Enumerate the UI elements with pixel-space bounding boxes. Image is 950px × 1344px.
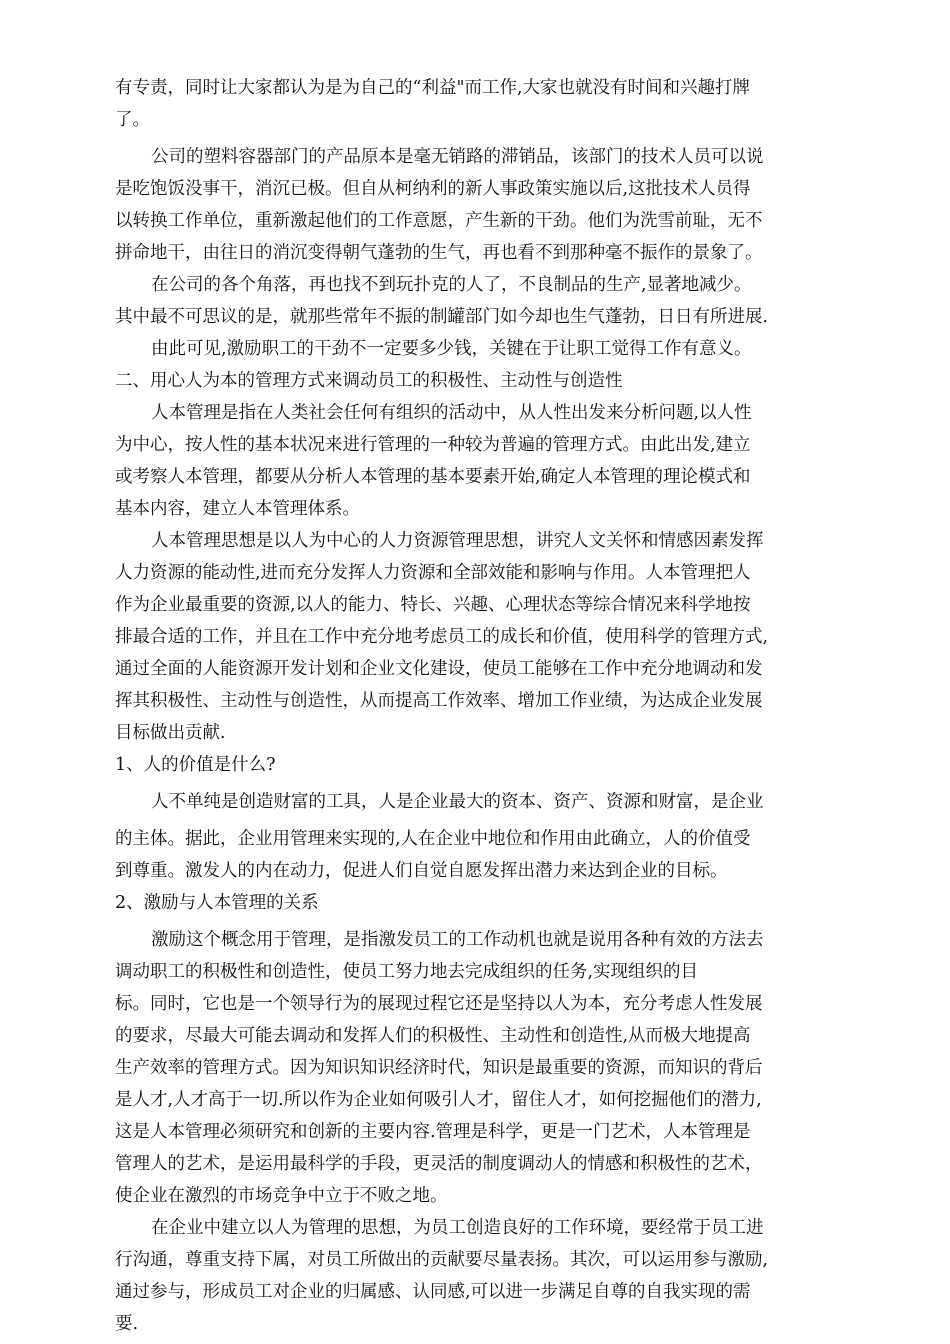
text-line: 是吃饱饭没事干，消沉已极。但自从柯纳利的新人事政策实施以后,这批技术人员得	[115, 179, 751, 199]
text-line: 使企业在激烈的市场竞争中立于不败之地。	[115, 1186, 448, 1206]
text-line: 了。	[115, 110, 150, 130]
text-line: 挥其积极性、主动性与创造性，从而提高工作效率、增加工作业绩，为达成企业发展	[115, 691, 763, 711]
text-line: 基本内容，建立人本管理体系。	[115, 499, 360, 519]
text-line: 标。同时，它也是一个领导行为的展现过程它还是坚持以人为本，充分考虑人性发展	[115, 994, 763, 1014]
text-line: 作为企业最重要的资源,以人的能力、特长、兴趣、心理状态等综合情况来科学地按	[115, 595, 751, 615]
text-line: 到尊重。激发人的内在动力，促进人们自觉自愿发挥出潜力来达到企业的目标。	[115, 861, 728, 881]
text-line: 1、人的价值是什么?	[115, 755, 276, 775]
text-line: 目标做出贡献.	[115, 723, 226, 743]
text-line: 调动职工的积极性和创造性，使员工努力地去完成组织的任务,实现组织的目	[115, 962, 699, 982]
text-line: 人本管理思想是以人为中心的人力资源管理思想，讲究人文关怀和情感因素发挥	[151, 531, 764, 551]
text-line: 是人才,人才高于一切.所以作为企业如何吸引人才，留住人才，如何挖掘他们的潜力,	[115, 1090, 762, 1110]
text-line: 要.	[115, 1314, 139, 1334]
text-line: 在公司的各个角落，再也找不到玩扑克的人了，不良制品的生产,显著地减少。	[151, 275, 752, 295]
text-line: 激励这个概念用于管理，是指激发员工的工作动机也就是说用各种有效的方法去	[151, 930, 764, 950]
text-line: 这是人本管理必须研究和创新的主要内容.管理是科学，更是一门艺术，人本管理是	[115, 1122, 751, 1142]
text-line: 人本管理是指在人类社会任何有组织的活动中，从人性出发来分析问题,以人性	[151, 403, 752, 423]
text-line: 管理人的艺术，是运用最科学的手段，更灵活的制度调动人的情感和积极性的艺术，	[115, 1154, 763, 1174]
text-line: 的主体。据此，企业用管理来实现的,人在企业中地位和作用由此确立，人的价值受	[115, 829, 751, 849]
text-line: 其中最不可思议的是，就那些常年不振的制罐部门如今却也生气蓬勃，日日有所进展.	[115, 307, 769, 327]
text-line: 通过参与，形成员工对企业的归属感、认同感,可以进一步满足自尊的自我实现的需	[115, 1282, 751, 1302]
text-line: 人力资源的能动性,进而充分发挥人力资源和全部效能和影响与作用。人本管理把人	[115, 563, 751, 583]
text-line: 有专责，同时让大家都认为是为自己的“利益"而工作,大家也就没有时间和兴趣打牌	[115, 78, 751, 98]
text-line: 由此可见,激励职工的干劲不一定要多少钱，关键在于让职工觉得工作有意义。	[151, 339, 752, 359]
text-line: 人不单纯是创造财富的工具，人是企业最大的资本、资产、资源和财富，是企业	[151, 792, 764, 812]
text-line: 的要求，尽最大可能去调动和发挥人们的积极性、主动性和创造性,从而极大地提高	[115, 1026, 751, 1046]
text-line: 二、用心人为本的管理方式来调动员工的积极性、主动性与创造性	[115, 371, 623, 391]
text-line: 行沟通，尊重支持下属，对员工所做出的贡献要尽量表扬。其次，可以运用参与激励,	[115, 1250, 769, 1270]
text-line: 排最合适的工作，并且在工作中充分地考虑员工的成长和价值，使用科学的管理方式,	[115, 627, 769, 647]
text-line: 或考察人本管理，都要从分析人本管理的基本要素开始,确定人本管理的理论模式和	[115, 467, 751, 487]
text-line: 以转换工作单位，重新激起他们的工作意愿，产生新的干劲。他们为洗雪前耻，无不	[115, 211, 763, 231]
text-line: 公司的塑料容器部门的产品原本是毫无销路的滞销品，该部门的技术人员可以说	[151, 147, 764, 167]
text-line: 通过全面的人能资源开发计划和企业文化建设，使员工能够在工作中充分地调动和发	[115, 659, 763, 679]
document-body	[115, 72, 835, 1340]
text-line: 生产效率的管理方式。因为知识知识经济时代，知识是最重要的资源，而知识的背后	[115, 1058, 763, 1078]
text-line: 在企业中建立以人为管理的思想，为员工创造良好的工作环境，要经常于员工进	[151, 1218, 764, 1238]
text-line: 2、激励与人本管理的关系	[115, 893, 319, 913]
text-line: 为中心，按人性的基本状况来进行管理的一种较为普遍的管理方式。由此出发,建立	[115, 435, 751, 455]
text-line: 拼命地干，由往日的消沉变得朝气蓬勃的生气，再也看不到那种毫不振作的景象了。	[115, 243, 763, 263]
